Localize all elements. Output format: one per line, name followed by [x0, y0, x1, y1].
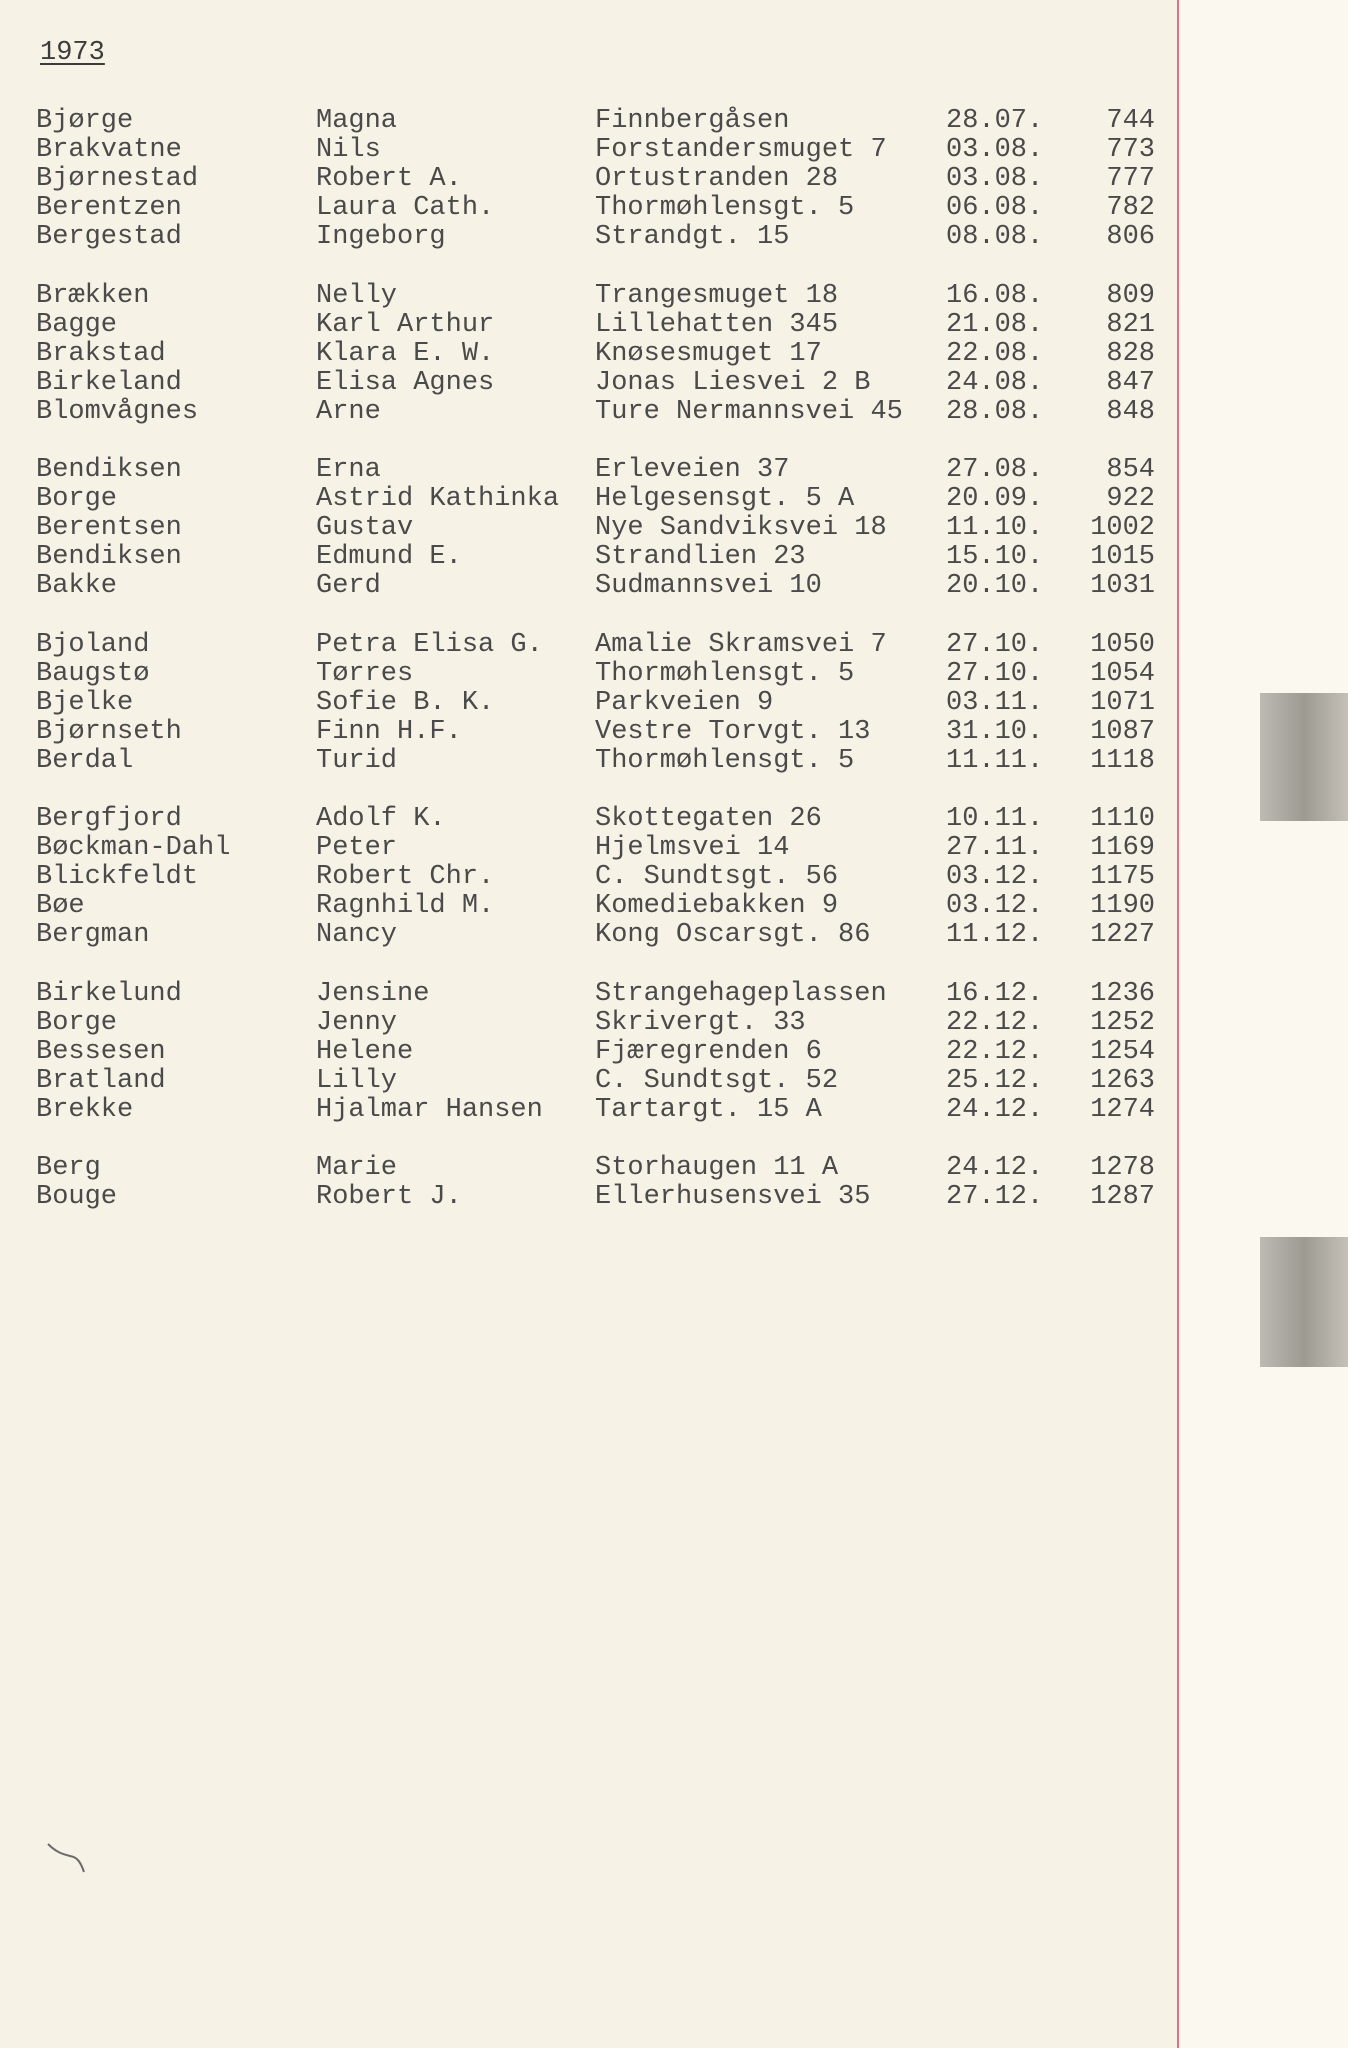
number-cell: 1015	[1090, 542, 1155, 572]
surname-cell: Bakke	[36, 571, 118, 601]
given-name-cell: Nils	[316, 135, 381, 165]
given-name-cell: Astrid Kathinka	[316, 484, 560, 514]
address-cell: Komediebakken 9	[595, 891, 839, 921]
entry-row	[0, 921, 1178, 950]
address-cell: Jonas Liesvei 2 B	[595, 367, 871, 398]
address-cell: Thormøhlensgt. 5	[595, 745, 855, 776]
number-cell: 854	[1106, 455, 1155, 485]
date-cell: 24.12.	[946, 1153, 1044, 1183]
surname-cell: Birkelund	[36, 978, 182, 1009]
address-cell: C. Sundtsgt. 56	[595, 862, 839, 892]
surname-cell: Bøe	[36, 891, 85, 921]
date-cell: 24.08.	[946, 367, 1044, 398]
date-cell: 15.10.	[946, 542, 1044, 572]
year-heading: 1973	[40, 38, 105, 68]
address-cell: Ture Nermannsvei 45	[595, 396, 903, 427]
number-cell: 1236	[1090, 978, 1155, 1009]
surname-cell: Bagge	[36, 309, 118, 340]
surname-cell: Bendiksen	[36, 455, 182, 485]
number-cell: 1252	[1090, 1007, 1155, 1038]
surname-cell: Berentsen	[36, 513, 182, 543]
surname-cell: Berentzen	[36, 193, 182, 223]
entry-group	[0, 107, 1178, 252]
date-cell: 03.12.	[946, 891, 1044, 921]
surname-cell: Borge	[36, 484, 118, 514]
address-cell: Strangehageplassen	[595, 978, 887, 1009]
number-cell: 1175	[1090, 862, 1155, 892]
surname-cell: Bouge	[36, 1182, 118, 1212]
given-name-cell: Edmund E.	[316, 542, 462, 572]
address-cell: Hjelmsvei 14	[595, 833, 790, 863]
number-cell: 1274	[1090, 1094, 1155, 1125]
number-cell: 1071	[1090, 687, 1155, 718]
given-name-cell: Laura Cath.	[316, 193, 495, 223]
number-cell: 1278	[1090, 1153, 1155, 1183]
surname-cell: Birkeland	[36, 367, 182, 398]
entry-row	[0, 543, 1178, 572]
entry-row	[0, 1096, 1178, 1125]
entry-row	[0, 660, 1178, 689]
entry-row	[0, 223, 1178, 252]
number-cell: 809	[1106, 280, 1155, 311]
address-cell: Vestre Torvgt. 13	[595, 716, 871, 747]
given-name-cell: Finn H.F.	[316, 716, 462, 747]
given-name-cell: Lilly	[316, 1065, 398, 1096]
entry-row	[0, 398, 1178, 427]
surname-cell: Berg	[36, 1153, 101, 1183]
surname-cell: Bjørge	[36, 106, 134, 136]
number-cell: 1031	[1090, 571, 1155, 601]
surname-cell: Berdal	[36, 745, 134, 776]
given-name-cell: Jenny	[316, 1007, 398, 1038]
entry-row	[0, 136, 1178, 165]
date-cell: 25.12.	[946, 1065, 1044, 1096]
date-cell: 28.08.	[946, 396, 1044, 427]
entry-row	[0, 1183, 1178, 1212]
number-cell: 1263	[1090, 1065, 1155, 1096]
number-cell: 773	[1106, 135, 1155, 165]
number-cell: 1287	[1090, 1182, 1155, 1212]
surname-cell: Bøckman-Dahl	[36, 833, 231, 863]
given-name-cell: Elisa Agnes	[316, 367, 495, 398]
date-cell: 27.08.	[946, 455, 1044, 485]
surname-cell: Bjelke	[36, 687, 134, 718]
given-name-cell: Marie	[316, 1153, 398, 1183]
given-name-cell: Robert J.	[316, 1182, 462, 1212]
entry-group	[0, 805, 1178, 950]
entry-row	[0, 514, 1178, 543]
pencil-mark	[46, 1838, 96, 1878]
number-cell: 806	[1106, 222, 1155, 252]
date-cell: 22.12.	[946, 1007, 1044, 1038]
entry-row	[0, 980, 1178, 1009]
entry-row	[0, 718, 1178, 747]
entry-row	[0, 456, 1178, 485]
date-cell: 10.11.	[946, 804, 1044, 834]
given-name-cell: Nelly	[316, 280, 398, 311]
entry-row	[0, 631, 1178, 660]
number-cell: 922	[1106, 484, 1155, 514]
surname-cell: Brækken	[36, 280, 150, 311]
address-cell: Ortustranden 28	[595, 164, 839, 194]
entry-row	[0, 834, 1178, 863]
number-cell: 777	[1106, 164, 1155, 194]
address-cell: Lillehatten 345	[595, 309, 839, 340]
entry-group	[0, 282, 1178, 427]
entry-group	[0, 456, 1178, 601]
surname-cell: Brakvatne	[36, 135, 182, 165]
entry-row	[0, 1067, 1178, 1096]
surname-cell: Bendiksen	[36, 542, 182, 572]
entry-row	[0, 340, 1178, 369]
entry-group	[0, 631, 1178, 776]
entry-row	[0, 1009, 1178, 1038]
page-right-margin	[1178, 0, 1348, 2048]
date-cell: 21.08.	[946, 309, 1044, 340]
given-name-cell: Peter	[316, 833, 398, 863]
given-name-cell: Tørres	[316, 658, 414, 689]
entry-row	[0, 165, 1178, 194]
address-cell: Fjæregrenden 6	[595, 1036, 822, 1067]
date-cell: 11.10.	[946, 513, 1044, 543]
address-cell: Tartargt. 15 A	[595, 1094, 822, 1125]
number-cell: 1169	[1090, 833, 1155, 863]
date-cell: 03.12.	[946, 862, 1044, 892]
address-cell: Skottegaten 26	[595, 804, 822, 834]
edge-tab-mark-upper	[1260, 693, 1348, 821]
given-name-cell: Ingeborg	[316, 222, 446, 252]
address-cell: C. Sundtsgt. 52	[595, 1065, 839, 1096]
address-cell: Thormøhlensgt. 5	[595, 658, 855, 689]
date-cell: 11.12.	[946, 920, 1044, 950]
entry-row	[0, 1038, 1178, 1067]
given-name-cell: Ragnhild M.	[316, 891, 495, 921]
given-name-cell: Petra Elisa G.	[316, 629, 543, 660]
address-cell: Nye Sandviksvei 18	[595, 513, 887, 543]
given-name-cell: Robert Chr.	[316, 862, 495, 892]
date-cell: 27.11.	[946, 833, 1044, 863]
given-name-cell: Nancy	[316, 920, 398, 950]
surname-cell: Baugstø	[36, 658, 150, 689]
surname-cell: Blomvågnes	[36, 396, 199, 427]
date-cell: 22.12.	[946, 1036, 1044, 1067]
address-cell: Amalie Skramsvei 7	[595, 629, 887, 660]
address-cell: Erleveien 37	[595, 455, 790, 485]
number-cell: 1227	[1090, 920, 1155, 950]
entry-row	[0, 572, 1178, 601]
entry-row	[0, 689, 1178, 718]
given-name-cell: Klara E. W.	[316, 338, 495, 369]
given-name-cell: Gerd	[316, 571, 381, 601]
surname-cell: Bjørnestad	[36, 164, 199, 194]
number-cell: 848	[1106, 396, 1155, 427]
surname-cell: Brekke	[36, 1094, 134, 1125]
date-cell: 16.08.	[946, 280, 1044, 311]
given-name-cell: Turid	[316, 745, 398, 776]
date-cell: 03.08.	[946, 164, 1044, 194]
date-cell: 03.08.	[946, 135, 1044, 165]
surname-cell: Bjoland	[36, 629, 150, 660]
address-cell: Knøsesmuget 17	[595, 338, 822, 369]
number-cell: 1254	[1090, 1036, 1155, 1067]
entry-row	[0, 485, 1178, 514]
entry-row	[0, 107, 1178, 136]
date-cell: 20.10.	[946, 571, 1044, 601]
entry-row	[0, 805, 1178, 834]
entry-row	[0, 282, 1178, 311]
address-cell: Skrivergt. 33	[595, 1007, 806, 1038]
surname-cell: Bratland	[36, 1065, 166, 1096]
given-name-cell: Sofie B. K.	[316, 687, 495, 718]
date-cell: 27.10.	[946, 658, 1044, 689]
entry-row	[0, 892, 1178, 921]
entry-row	[0, 194, 1178, 223]
address-cell: Strandgt. 15	[595, 222, 790, 252]
surname-cell: Bessesen	[36, 1036, 166, 1067]
entry-row	[0, 747, 1178, 776]
surname-cell: Blickfeldt	[36, 862, 199, 892]
address-cell: Forstandersmuget 7	[595, 135, 887, 165]
date-cell: 22.08.	[946, 338, 1044, 369]
number-cell: 847	[1106, 367, 1155, 398]
entry-row	[0, 311, 1178, 340]
address-cell: Sudmannsvei 10	[595, 571, 822, 601]
given-name-cell: Jensine	[316, 978, 430, 1009]
number-cell: 1110	[1090, 804, 1155, 834]
entry-group	[0, 1154, 1178, 1212]
address-cell: Storhaugen 11 A	[595, 1153, 839, 1183]
number-cell: 828	[1106, 338, 1155, 369]
surname-cell: Bergman	[36, 920, 150, 950]
number-cell: 821	[1106, 309, 1155, 340]
address-cell: Finnbergåsen	[595, 106, 790, 136]
date-cell: 28.07.	[946, 106, 1044, 136]
given-name-cell: Hjalmar Hansen	[316, 1094, 543, 1125]
given-name-cell: Helene	[316, 1036, 414, 1067]
date-cell: 16.12.	[946, 978, 1044, 1009]
number-cell: 1002	[1090, 513, 1155, 543]
given-name-cell: Magna	[316, 106, 398, 136]
number-cell: 1050	[1090, 629, 1155, 660]
address-cell: Helgesensgt. 5 A	[595, 484, 855, 514]
number-cell: 1054	[1090, 658, 1155, 689]
surname-cell: Bergfjord	[36, 804, 182, 834]
entry-row	[0, 369, 1178, 398]
surname-cell: Bjørnseth	[36, 716, 182, 747]
address-cell: Parkveien 9	[595, 687, 774, 718]
date-cell: 24.12.	[946, 1094, 1044, 1125]
address-cell: Ellerhusensvei 35	[595, 1182, 871, 1212]
number-cell: 1118	[1090, 745, 1155, 776]
number-cell: 1190	[1090, 891, 1155, 921]
entry-row	[0, 863, 1178, 892]
surname-cell: Brakstad	[36, 338, 166, 369]
registry-list	[0, 107, 1178, 1242]
address-cell: Trangesmuget 18	[595, 280, 839, 311]
address-cell: Kong Oscarsgt. 86	[595, 920, 871, 950]
given-name-cell: Erna	[316, 455, 381, 485]
edge-tab-mark-lower	[1260, 1237, 1348, 1367]
number-cell: 744	[1106, 106, 1155, 136]
number-cell: 1087	[1090, 716, 1155, 747]
address-cell: Thormøhlensgt. 5	[595, 193, 855, 223]
given-name-cell: Adolf K.	[316, 804, 446, 834]
given-name-cell: Robert A.	[316, 164, 462, 194]
given-name-cell: Gustav	[316, 513, 414, 543]
address-cell: Strandlien 23	[595, 542, 806, 572]
date-cell: 08.08.	[946, 222, 1044, 252]
date-cell: 11.11.	[946, 745, 1044, 776]
date-cell: 27.12.	[946, 1182, 1044, 1212]
date-cell: 20.09.	[946, 484, 1044, 514]
given-name-cell: Arne	[316, 396, 381, 427]
number-cell: 782	[1106, 193, 1155, 223]
date-cell: 27.10.	[946, 629, 1044, 660]
surname-cell: Borge	[36, 1007, 118, 1038]
date-cell: 03.11.	[946, 687, 1044, 718]
entry-group	[0, 980, 1178, 1125]
date-cell: 06.08.	[946, 193, 1044, 223]
entry-row	[0, 1154, 1178, 1183]
given-name-cell: Karl Arthur	[316, 309, 495, 340]
surname-cell: Bergestad	[36, 222, 182, 252]
date-cell: 31.10.	[946, 716, 1044, 747]
